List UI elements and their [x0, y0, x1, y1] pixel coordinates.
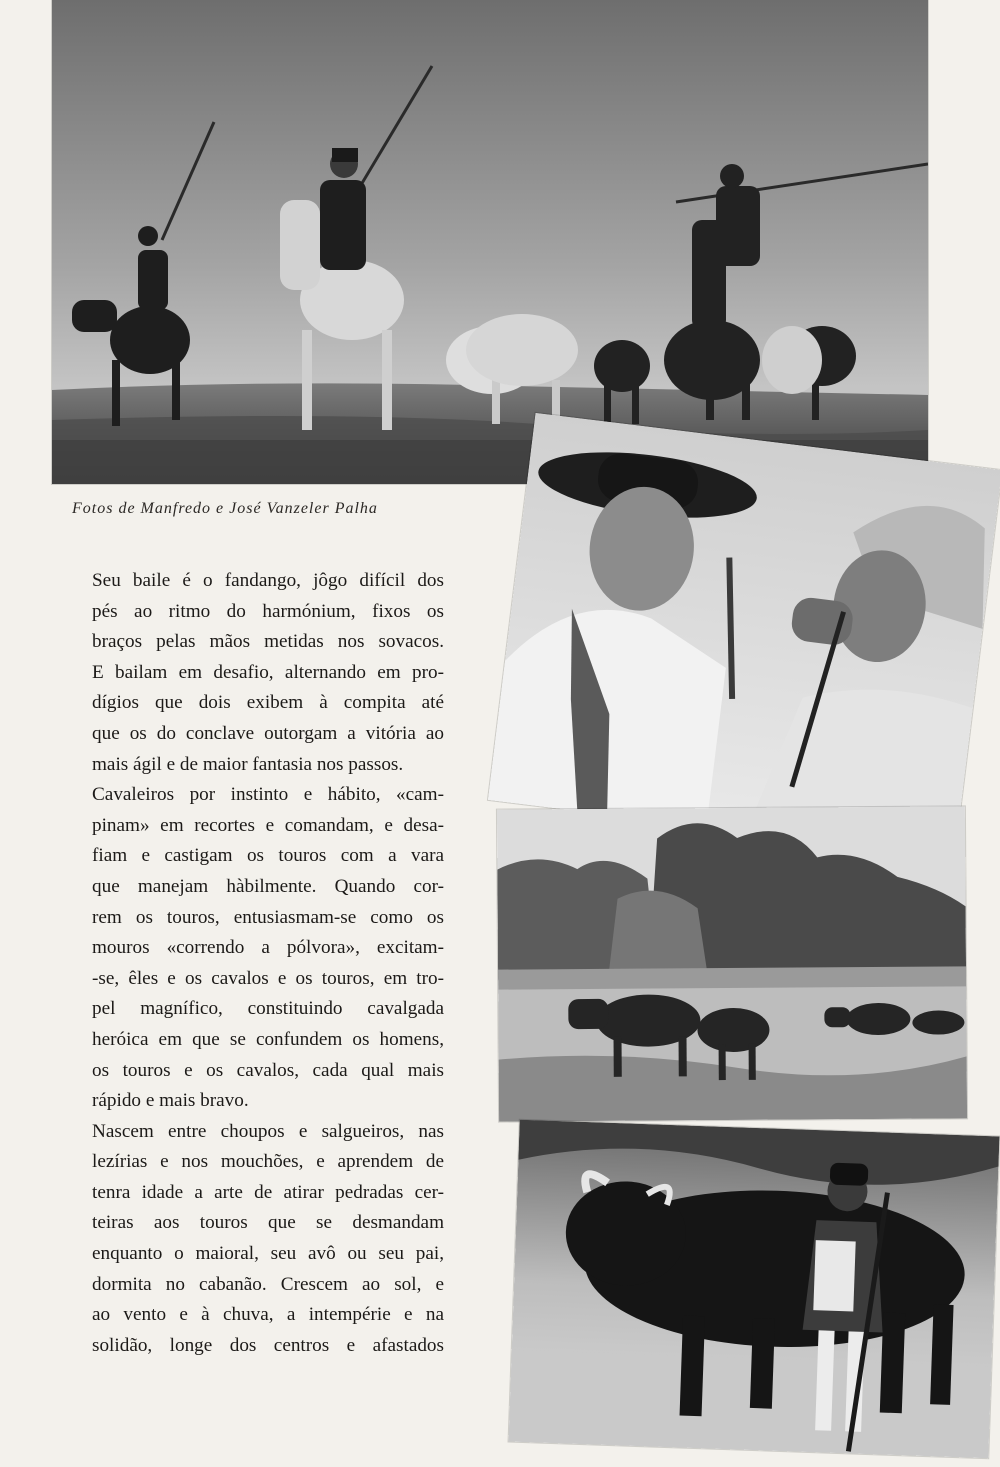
text-line: Cavaleiros por instinto e hábito, «cam- — [92, 784, 444, 806]
text-line: dígios que dois exibem à compita até — [92, 692, 444, 714]
text-line: solidão, longe dos centros e afastados — [92, 1334, 444, 1356]
text-line: teiras aos touros que se desmandam — [92, 1212, 444, 1234]
text-line: Seu baile é o fandango, jôgo difícil dos — [92, 570, 444, 591]
text-line: tenra idade a arte de atirar pedradas cer- — [92, 1181, 444, 1203]
article-body — [72, 566, 444, 1361]
text-line: ao vento e à chuva, a intempérie e na — [92, 1304, 444, 1326]
text-line: que manejam hàbilmente. Quando cor- — [92, 875, 444, 897]
text-line: pés ao ritmo do harmónium, fixos os — [92, 600, 444, 622]
text-line: os touros e os cavalos, cada qual mais — [92, 1059, 444, 1081]
paragraph-1 — [72, 566, 444, 780]
photo-credit-caption: Fotos de Manfredo e José Vanzeler Palha — [72, 500, 378, 517]
paragraph-2 — [72, 780, 444, 1117]
men-lighting-cigarette-photo — [488, 413, 1000, 857]
text-line: mouros «correndo a pólvora», excitam- — [92, 937, 444, 959]
text-line: E bailam em desafio, alternando em pro- — [92, 661, 444, 683]
text-line: enquanto o maioral, seu avô ou seu pai, — [92, 1243, 444, 1265]
riders-with-cattle-photo — [52, 0, 928, 484]
herdsman-with-bull-photo — [509, 1120, 1000, 1459]
text-line: rápido e mais bravo. — [92, 1090, 249, 1112]
cattle-crossing-river-photo — [497, 806, 967, 1121]
text-line: mais ágil e de maior fantasia nos passos. — [92, 753, 404, 775]
text-line: rem os touros, entusiasmam-se como os — [92, 906, 444, 928]
text-line: heróica em que se confundem os homens, — [92, 1028, 444, 1050]
text-line: -se, êles e os cavalos e os touros, em tro- — [92, 967, 444, 989]
text-line: fiam e castigam os touros com a vara — [92, 845, 444, 867]
text-line: pinam» em recortes e comandam, e desa- — [92, 814, 444, 836]
text-line: Nascem entre choupos e salgueiros, nas — [92, 1120, 444, 1142]
paragraph-3 — [72, 1117, 444, 1362]
text-line: dormita no cabanão. Crescem ao sol, e — [92, 1273, 444, 1295]
text-line: braços pelas mãos metidas nos sovacos. — [92, 631, 444, 653]
text-line: pel magnífico, constituindo cavalgada — [92, 998, 444, 1020]
text-line: lezírias e nos mouchões, e aprendem de — [92, 1151, 444, 1173]
text-line: que os do conclave outorgam a vitória ao — [92, 722, 444, 744]
